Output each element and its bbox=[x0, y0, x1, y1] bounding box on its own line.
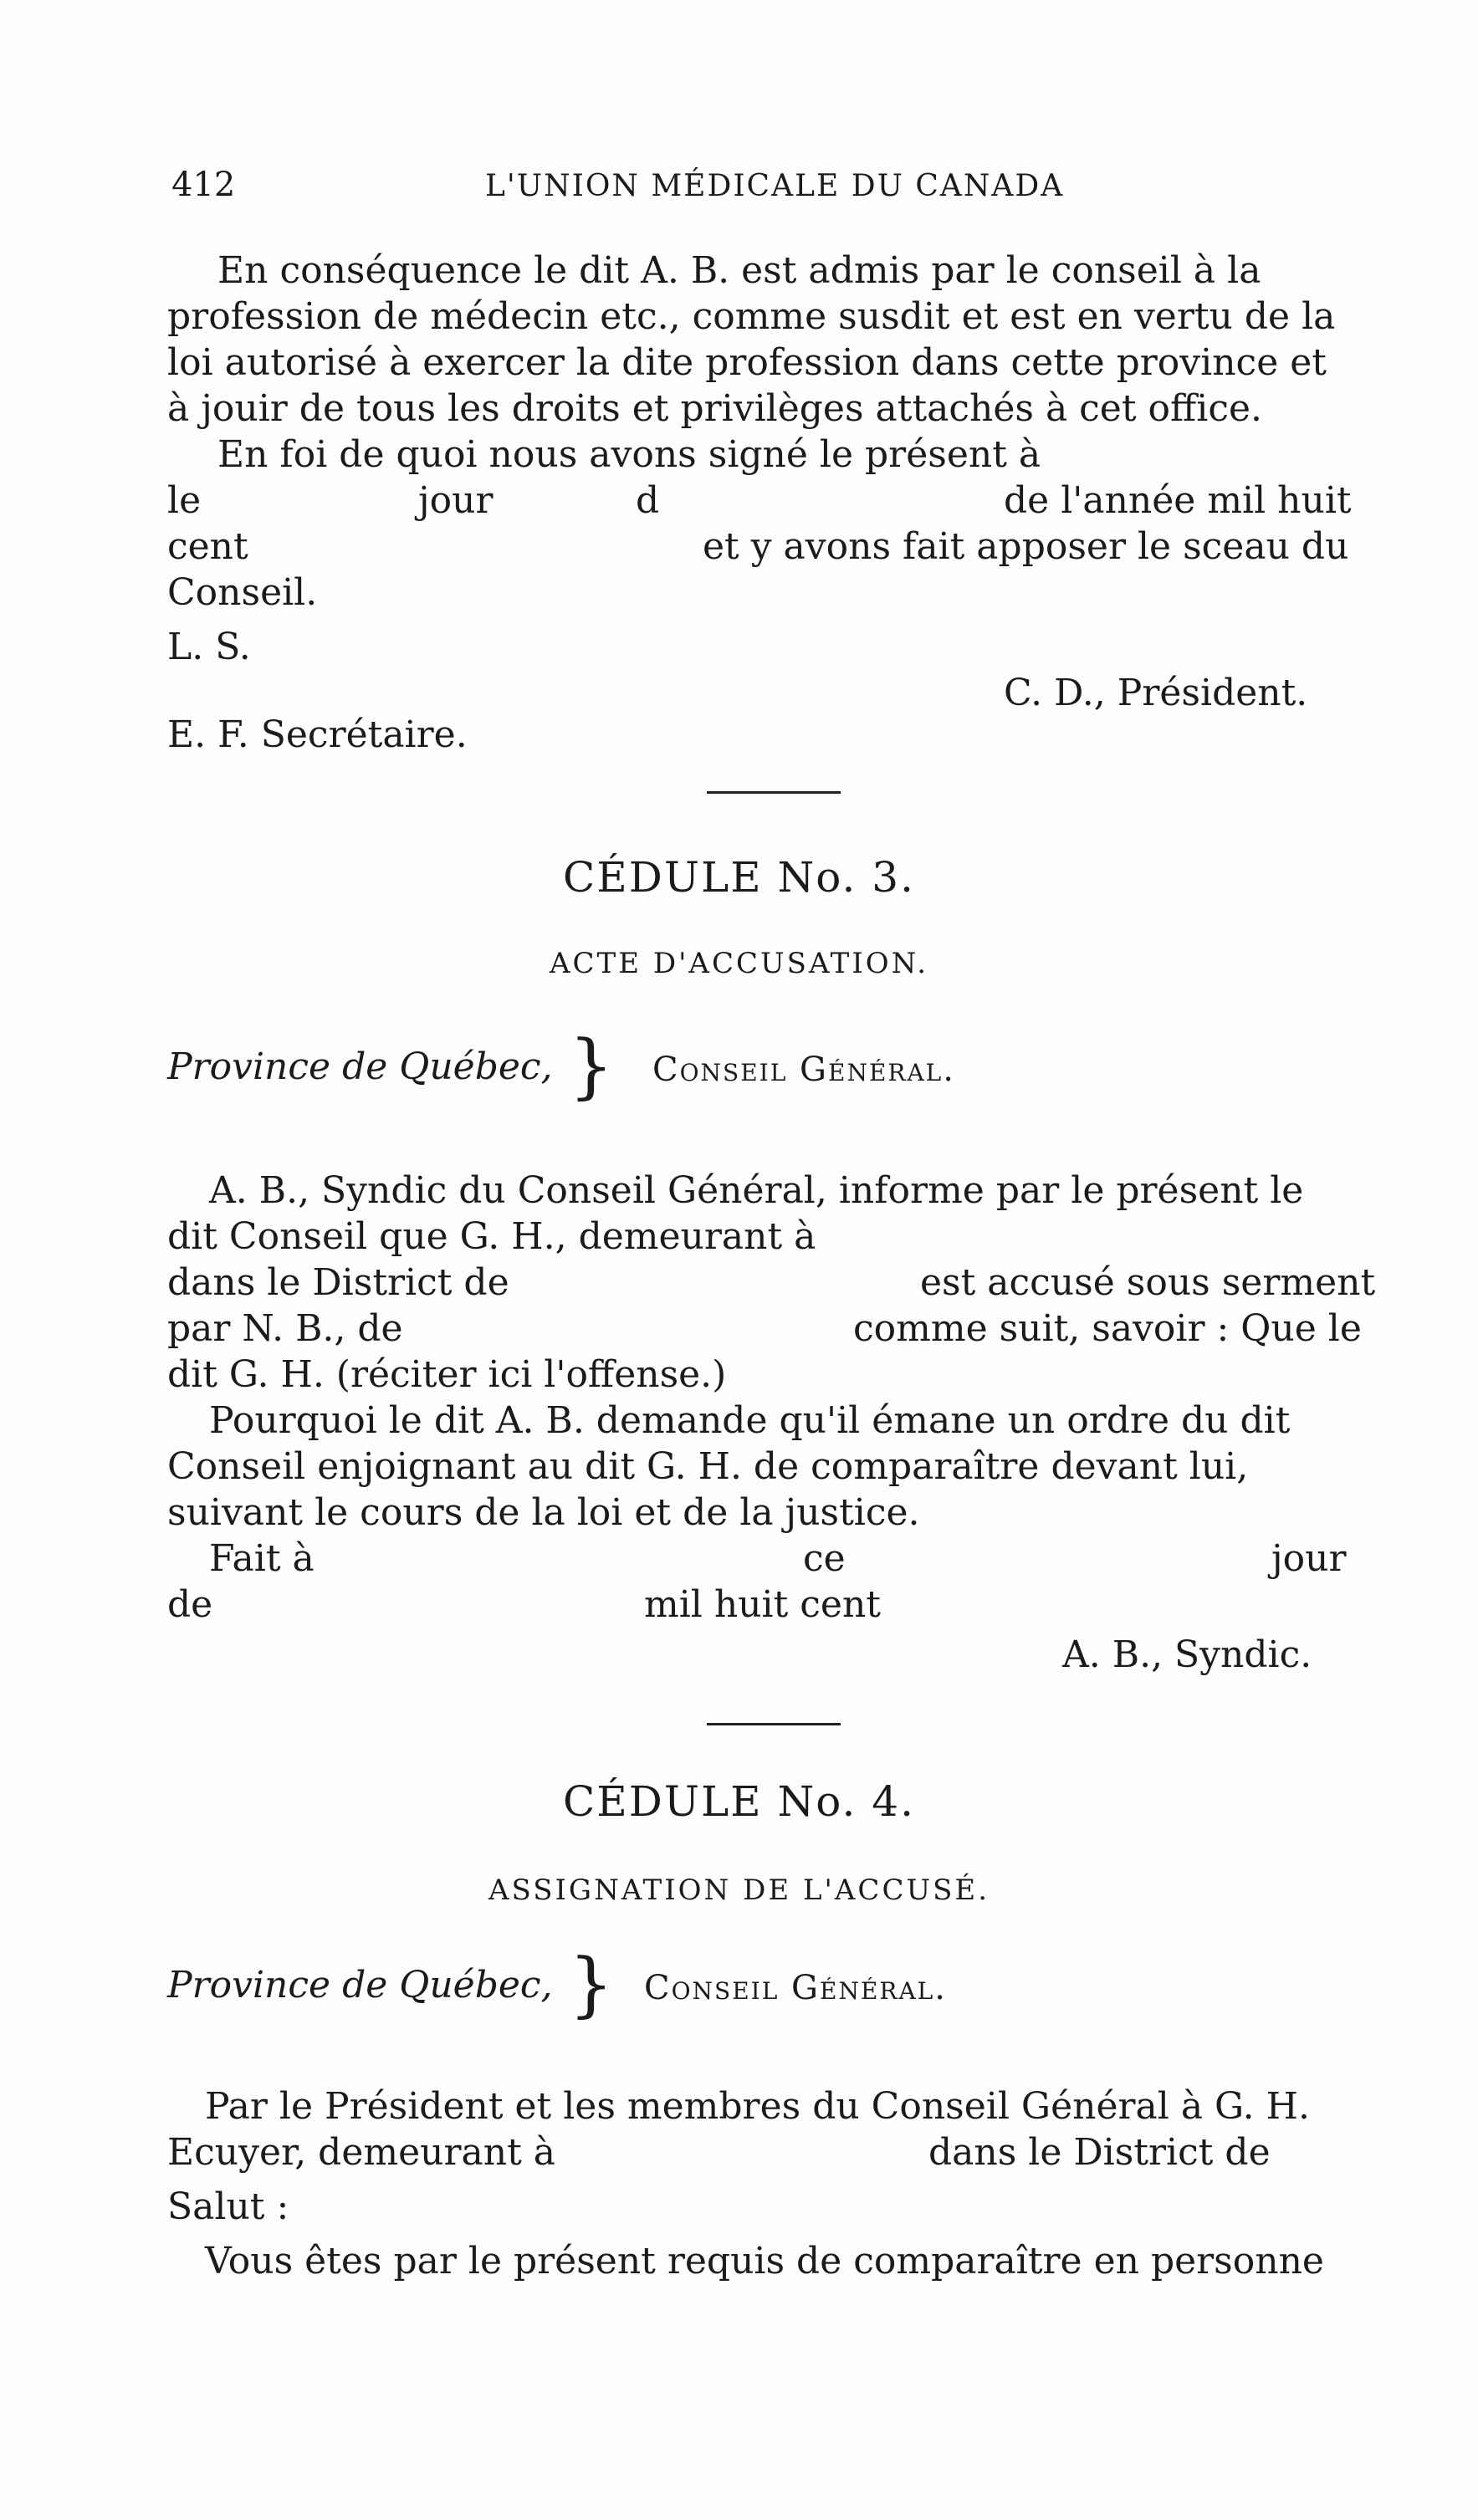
running-title: L'UNION MÉDICALE DU CANADA bbox=[485, 169, 1065, 203]
cedule-3-subtitle: ACTE D'ACCUSATION. bbox=[549, 947, 929, 980]
section-divider bbox=[707, 791, 841, 794]
text-line: Pourquoi le dit A. B. demande qu'il émane un ordre du dit bbox=[209, 1399, 1291, 1442]
cedule-3-title: CÉDULE No. 3. bbox=[562, 853, 916, 902]
province-label: Province de Québec, bbox=[167, 1964, 553, 2006]
text-line: de mil huit cent bbox=[167, 1583, 881, 1626]
brace-icon: } bbox=[569, 1025, 614, 1107]
cedule-4-title: CÉDULE No. 4. bbox=[562, 1777, 916, 1826]
province-label: Province de Québec, bbox=[167, 1045, 553, 1088]
text-line: dit G. H. (réciter ici l'offense.) bbox=[167, 1353, 727, 1396]
text-line: Conseil enjoignant au dit G. H. de comparaître devant lui, bbox=[167, 1445, 1249, 1488]
brace-icon: } bbox=[569, 1943, 614, 2025]
text-line: dit Conseil que G. H., demeurant à bbox=[167, 1215, 816, 1258]
text-line: A. B., Syndic du Conseil Général, informe par le présent le bbox=[209, 1169, 1304, 1212]
cedule-4-subtitle: ASSIGNATION DE L'ACCUSÉ. bbox=[488, 1873, 990, 1907]
conseil-label: Conseil Général. bbox=[652, 1050, 955, 1089]
page-number: 412 bbox=[171, 166, 236, 204]
text-line: En foi de quoi nous avons signé le présent à bbox=[217, 433, 1041, 476]
text-line: à jouir de tous les droits et privilèges attachés à cet office. bbox=[167, 387, 1262, 430]
conseil-label: Conseil Général. bbox=[644, 1969, 947, 2007]
text-line: dans le District de est accusé sous serment bbox=[167, 1261, 1376, 1304]
text-line: profession de médecin etc., comme susdit et est en vertu de la bbox=[167, 295, 1336, 338]
seal-mark: L. S. bbox=[167, 626, 251, 668]
text-line: Conseil. bbox=[167, 571, 318, 614]
text-line: cent et y avons fait apposer le sceau du bbox=[167, 525, 1349, 568]
text-line: Par le Président et les membres du Conseil Général à G. H. bbox=[205, 2085, 1310, 2128]
text-line: suivant le cours de la loi et de la justice. bbox=[167, 1491, 920, 1534]
text-line: Ecuyer, demeurant à dans le District de bbox=[167, 2131, 1271, 2174]
text-line: loi autorisé à exercer la dite profession dans cette province et bbox=[167, 341, 1327, 384]
section-divider bbox=[707, 1723, 841, 1725]
text-line: Salut : bbox=[167, 2185, 289, 2228]
syndic-signature: A. B., Syndic. bbox=[1062, 1633, 1312, 1676]
text-line: En conséquence le dit A. B. est admis par le conseil à la bbox=[217, 249, 1261, 292]
president-signature: C. D., Président. bbox=[1004, 672, 1308, 714]
text-line: le jour d de l'année mil huit bbox=[167, 479, 1352, 522]
text-line: par N. B., de comme suit, savoir : Que le bbox=[167, 1307, 1362, 1350]
text-line: Vous êtes par le présent requis de comparaître en personne bbox=[205, 2240, 1324, 2282]
secretary-signature: E. F. Secrétaire. bbox=[167, 713, 468, 756]
text-line: Fait à ce jour bbox=[209, 1537, 1347, 1580]
